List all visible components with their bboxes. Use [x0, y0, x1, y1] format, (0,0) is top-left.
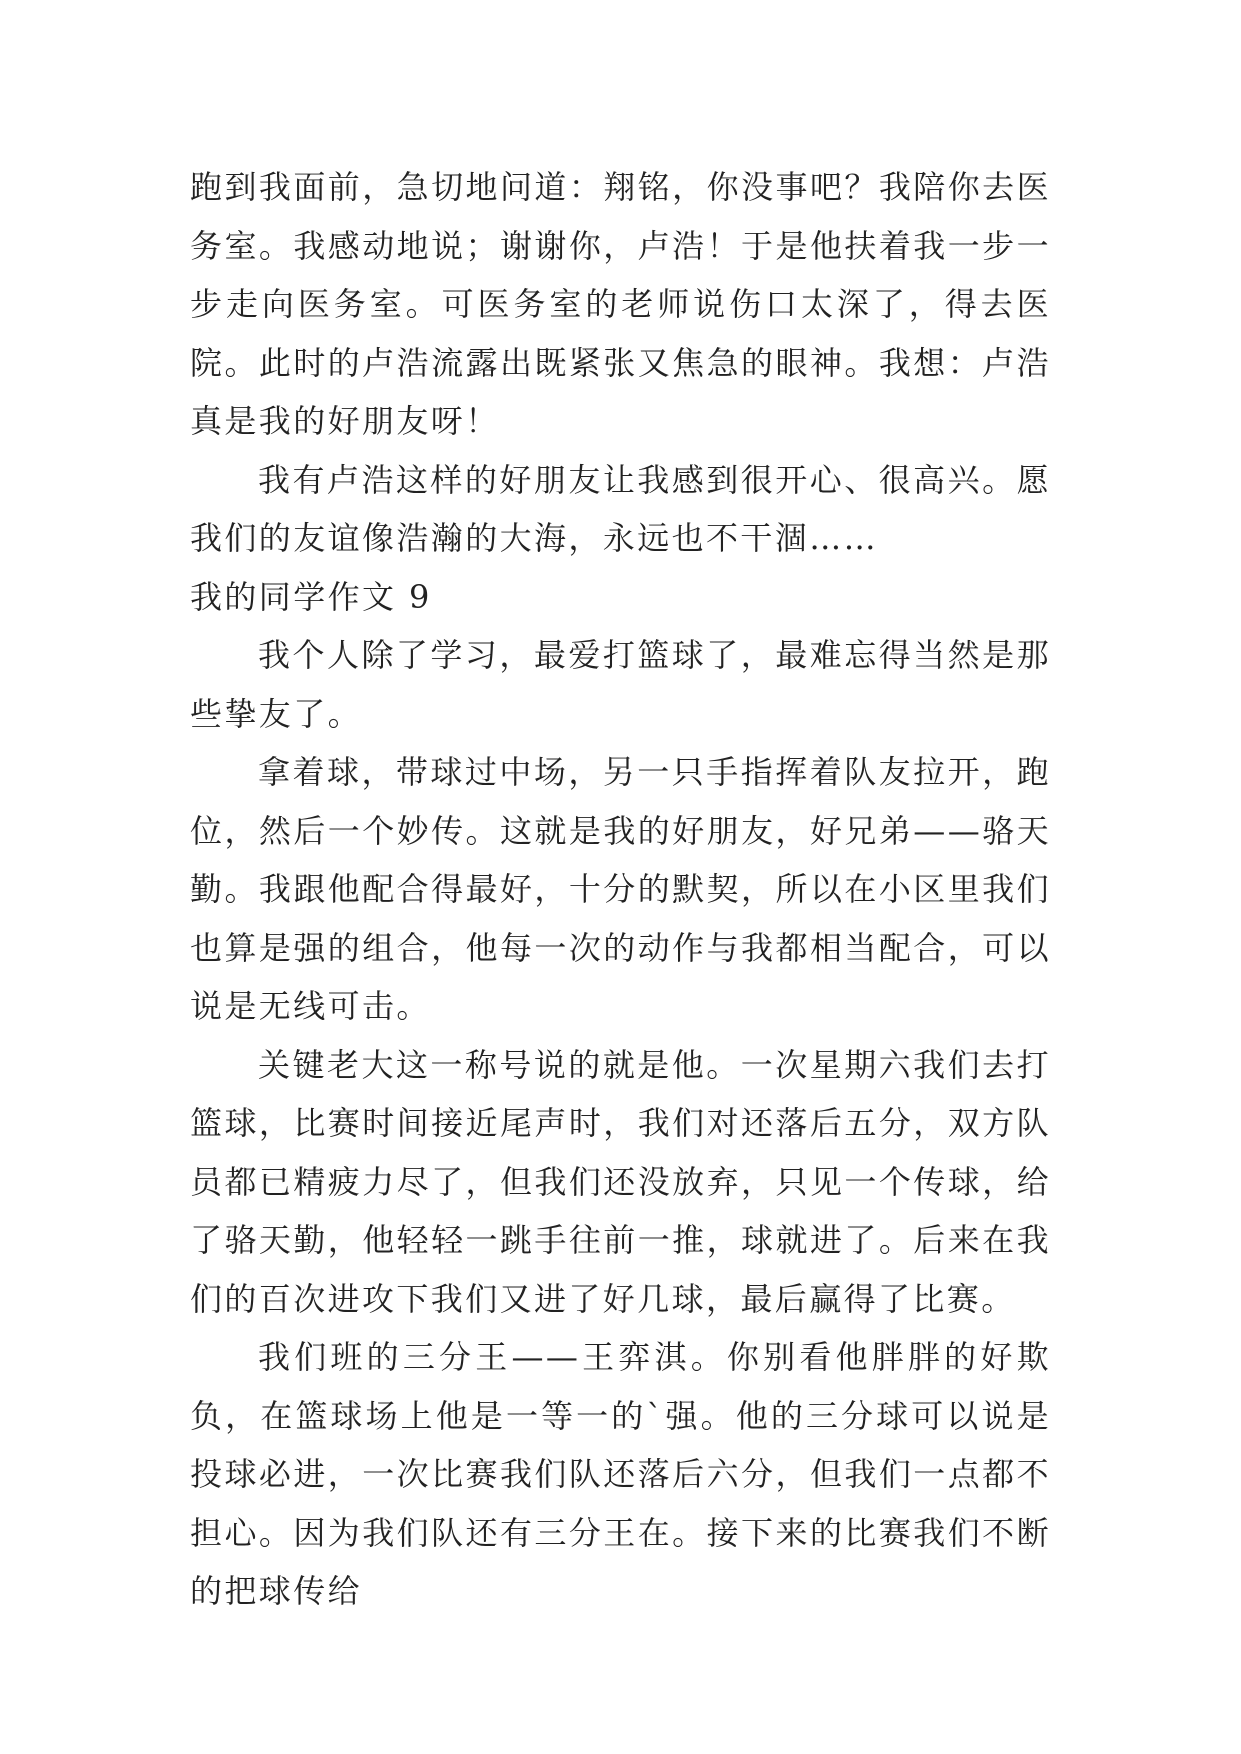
paragraph-three-point-king: 我们班的三分王——王弈淇。你别看他胖胖的好欺负，在篮球场上他是一等一的`强。他的三分球可以说是投球必进，一次比赛我们队还落后六分，但我们一点都不担心。因为我们队还有三分王在。接下来的比赛我们不断的把球传给 — [190, 1338, 1051, 1610]
paragraph-key-boss: 关键老大这一称号说的就是他。一次星期六我们去打篮球，比赛时间接近尾声时，我们对还落后五分，双方队员都已精疲力尽了，但我们还没放弃，只见一个传球，给了骆天勤，他轻轻一跳手往前一推，球就进了。后来在我们的百次进攻下我们又进了好几球，最后赢得了比赛。 — [190, 1045, 1051, 1318]
document-body — [190, 158, 1051, 1621]
paragraph-continuation: 跑到我面前，急切地问道：翔铭，你没事吧？我陪你去医务室。我感动地说；谢谢你，卢浩！于是他扶着我一步一步走向医务室。可医务室的老师说伤口太深了，得去医院。此时的卢浩流露出既紧张又焦急的眼神。我想：卢浩真是我的好朋友呀！ — [190, 168, 1051, 440]
paragraph-friendship-wish: 我有卢浩这样的好朋友让我感到很开心、很高兴。愿我们的友谊像浩瀚的大海，永远也不干涸…… — [190, 460, 1051, 557]
paragraph-basketball-intro: 我个人除了学习，最爱打篮球了，最难忘得当然是那些挚友了。 — [190, 636, 1051, 733]
section-heading: 我的同学作文 9 — [190, 577, 432, 616]
paragraph-luo-tianqin: 拿着球，带球过中场，另一只手指挥着队友拉开，跑位，然后一个妙传。这就是我的好朋友，好兄弟——骆天勤。我跟他配合得最好，十分的默契，所以在小区里我们也算是强的组合，他每一次的动作与我都相当配合，可以说是无线可击。 — [190, 753, 1051, 1025]
